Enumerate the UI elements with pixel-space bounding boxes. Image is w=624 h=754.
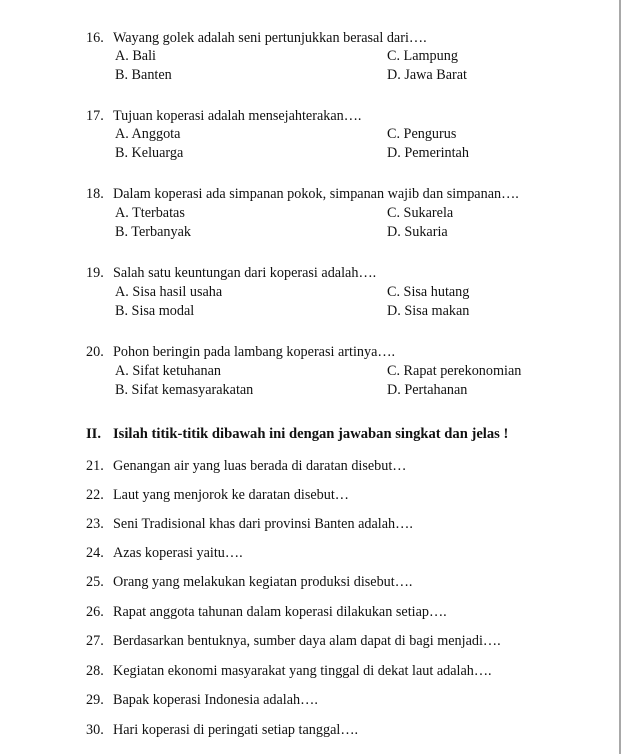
question-number: 26. — [86, 604, 104, 620]
option-b: B. Terbanyak — [115, 224, 191, 240]
question-27 — [86, 633, 501, 650]
option-b: B. Sifat kemasyarakatan — [115, 382, 254, 398]
question-text: Seni Tradisional khas dari provinsi Banten adalah…. — [113, 516, 413, 532]
option-b: B. Sisa modal — [115, 303, 195, 319]
option-d: D. Pertahanan — [387, 382, 468, 398]
question-text: Salah satu keuntungan dari koperasi adalah…. — [113, 265, 377, 281]
option-a: A. Anggota — [115, 126, 181, 142]
question-22 — [86, 487, 349, 504]
option-d: D. Sukaria — [387, 224, 448, 240]
question-text: Pohon beringin pada lambang koperasi artinya…. — [113, 344, 396, 360]
option-a: A. Bali — [115, 48, 156, 64]
option-a: A. Sisa hasil usaha — [115, 284, 223, 300]
option-d: D. Jawa Barat — [387, 67, 467, 83]
option-b: B. Keluarga — [115, 145, 184, 161]
question-number: 18. — [86, 186, 104, 202]
question-text: Hari koperasi di peringati setiap tanggal…. — [113, 722, 359, 738]
question-text: Genangan air yang luas berada di daratan disebut… — [113, 458, 407, 474]
question-number: 22. — [86, 487, 104, 503]
question-text: Kegiatan ekonomi masyarakat yang tinggal di dekat laut adalah…. — [113, 663, 492, 679]
question-23 — [86, 516, 413, 533]
option-c: C. Pengurus — [387, 126, 457, 142]
question-text: Laut yang menjorok ke daratan disebut… — [113, 487, 349, 503]
question-text: Rapat anggota tahunan dalam koperasi dilakukan setiap…. — [113, 604, 447, 620]
question-number: 16. — [86, 30, 104, 46]
question-number: 30. — [86, 722, 104, 738]
option-d: D. Sisa makan — [387, 303, 470, 319]
question-21 — [86, 458, 407, 475]
question-number: 24. — [86, 545, 104, 561]
question-number: 19. — [86, 265, 104, 281]
option-c: C. Sisa hutang — [387, 284, 470, 300]
question-16 — [86, 30, 427, 47]
option-c: C. Sukarela — [387, 205, 454, 221]
question-26 — [86, 604, 447, 621]
question-number: 17. — [86, 108, 104, 124]
question-24 — [86, 545, 243, 562]
option-c: C. Rapat perekonomian — [387, 363, 522, 379]
option-a: A. Sifat ketuhanan — [115, 363, 221, 379]
question-25 — [86, 574, 412, 591]
question-number: 21. — [86, 458, 104, 474]
question-number: 23. — [86, 516, 104, 532]
question-28 — [86, 663, 492, 680]
question-number: 27. — [86, 633, 104, 649]
question-text: Orang yang melakukan kegiatan produksi disebut…. — [113, 574, 413, 590]
option-d: D. Pemerintah — [387, 145, 469, 161]
question-29 — [86, 692, 318, 709]
question-20 — [86, 344, 395, 361]
question-number: 29. — [86, 692, 104, 708]
section-heading — [86, 425, 508, 443]
question-number: 28. — [86, 663, 104, 679]
question-text: Dalam koperasi ada simpanan pokok, simpanan wajib dan simpanan…. — [113, 186, 519, 202]
question-text: Azas koperasi yaitu…. — [113, 545, 243, 561]
question-18 — [86, 186, 519, 203]
question-17 — [86, 108, 361, 125]
option-b: B. Banten — [115, 67, 172, 83]
question-number: 25. — [86, 574, 104, 590]
question-text: Bapak koperasi Indonesia adalah…. — [113, 692, 318, 708]
option-c: C. Lampung — [387, 48, 458, 64]
question-text: Tujuan koperasi adalah mensejahterakan…. — [113, 108, 362, 124]
question-text: Berdasarkan bentuknya, sumber daya alam dapat di bagi menjadi…. — [113, 633, 501, 649]
question-number: 20. — [86, 344, 104, 360]
option-a: A. Tterbatas — [115, 205, 185, 221]
question-30 — [86, 722, 358, 739]
question-text: Wayang golek adalah seni pertunjukkan berasal dari…. — [113, 30, 427, 46]
section-title: Isilah titik-titik dibawah ini dengan jawaban singkat dan jelas ! — [113, 426, 509, 442]
section-number: II. — [86, 426, 102, 442]
question-19 — [86, 265, 376, 282]
